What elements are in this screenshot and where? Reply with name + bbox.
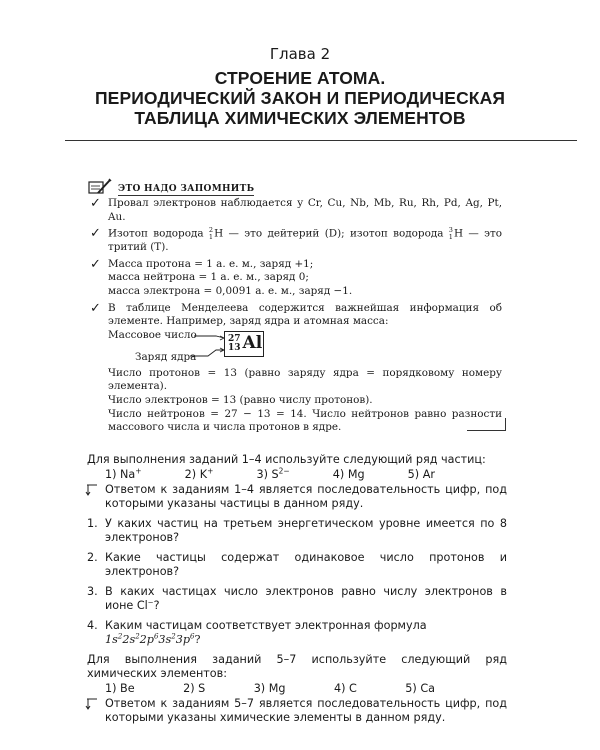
mass-number-label: Массовое число xyxy=(108,328,197,341)
title-divider xyxy=(65,140,577,141)
memo-line: Число электронов = 13 (равно числу протонов). xyxy=(108,394,373,407)
option: 1) Be xyxy=(105,682,135,695)
memo-explanations xyxy=(108,367,502,435)
memo-block xyxy=(90,197,502,435)
memo-line: масса электрона = 0,0091 а. е. м., заряд −1. xyxy=(108,285,353,298)
electron-formula: $1s^22s^22p^63s^23p^6$? xyxy=(105,632,201,646)
element-diagram xyxy=(90,329,502,367)
nuclear-charge-label: Заряд ядра xyxy=(135,350,197,363)
memo-line: масса нейтрона = 1 а. е. м., заряд 0; xyxy=(108,271,309,284)
option: 4) C xyxy=(333,682,357,695)
block1-options xyxy=(87,468,435,482)
chapter-title xyxy=(60,68,540,128)
memo-line: Число нейтронов = 27 − 13 = 14. Число нейтронов равно разности массового числа и числа протонов в ядре. xyxy=(108,407,502,434)
memo-item xyxy=(90,227,502,255)
question-item: 3. В каких частицах число электронов равно числу электронов в ионе Cl−? xyxy=(87,585,507,612)
memo-heading-label: ЭТО НАДО ЗАПОМНИТЬ xyxy=(118,184,255,194)
chapter-label: Глава 2 xyxy=(269,45,331,63)
memo-item xyxy=(90,302,502,329)
option: 1) Na+ xyxy=(105,466,142,481)
element-numbers: 27 13 xyxy=(228,333,241,353)
option: 3) $S^{2-}$ xyxy=(256,466,290,481)
checkmark-icon: ✓ xyxy=(90,300,101,316)
option: 3) Mg xyxy=(253,682,286,695)
memo-item xyxy=(90,258,502,299)
title-line: СТРОЕНИЕ АТОМА. xyxy=(214,68,386,88)
title-line: ТАБЛИЦА ХИМИЧЕСКИХ ЭЛЕМЕНТОВ xyxy=(134,108,466,128)
option: 2) K+ xyxy=(184,466,214,481)
checkmark-icon: ✓ xyxy=(90,226,101,242)
pencil-icon xyxy=(88,178,112,196)
block2-note: Ответом к заданиям 5–7 является последовательность цифр, под которыми указаны химические элементы в данном ряду. xyxy=(87,697,507,725)
memo-heading xyxy=(88,178,254,196)
block1-intro: Для выполнения заданий 1–4 используйте следующий ряд частиц: xyxy=(87,453,486,466)
memo-item-lead: Изотоп водорода xyxy=(108,227,204,240)
checkmark-icon: ✓ xyxy=(90,196,101,211)
block1-note: Ответом к заданиям 1–4 является последовательность цифр, под которыми указаны частицы в данном ряду. xyxy=(87,483,507,511)
element-cell xyxy=(224,331,264,357)
memo-line: Число протонов = 13 (равно заряду ядра = порядковому номеру элемента). xyxy=(108,366,502,393)
option: 2) S xyxy=(183,682,206,695)
memo-item-text: В таблице Менделеева содержится важнейшая информация об элементе. Например, заряд ядра и атомная масса: xyxy=(108,301,502,328)
arrow-down-icon xyxy=(85,481,101,497)
option: 4) Mg xyxy=(332,468,365,481)
isotope-notation: 2 1 xyxy=(208,226,214,241)
memo-item-text: Н — это тритий (Т). xyxy=(108,227,502,254)
memo-item-text: Н — это дейтерий (D); изотоп водорода xyxy=(214,227,444,240)
tasks-section xyxy=(87,453,507,725)
question-item: 4. Каким частицам соответствует электронная формула $1s^22s^22p^63s^23p^6$? xyxy=(87,619,427,646)
option: 5) Ca xyxy=(405,682,435,695)
block2-intro: Для выполнения заданий 5–7 используйте следующий ряд химических элементов: xyxy=(87,653,507,680)
block2-options xyxy=(87,682,435,696)
option: 5) Ar xyxy=(407,468,435,481)
question-item: 2. Какие частицы содержат одинаковое число протонов и электронов? xyxy=(87,551,507,578)
question-item: 1. У каких частиц на третьем энергетическом уровне имеется по 8 электронов? xyxy=(87,517,507,544)
checkmark-icon: ✓ xyxy=(90,256,101,272)
memo-line: Масса протона = 1 а. е. м., заряд +1; xyxy=(108,257,314,270)
isotope-notation: 3 1 xyxy=(448,226,453,241)
memo-end-mark xyxy=(467,418,506,431)
element-symbol: Al xyxy=(242,333,263,354)
memo-item xyxy=(90,197,502,224)
arrow-down-icon xyxy=(85,695,101,711)
title-line: ПЕРИОДИЧЕСКИЙ ЗАКОН И ПЕРИОДИЧЕСКАЯ xyxy=(95,88,505,108)
memo-item-text: Провал электронов наблюдается у Cr, Cu, Nb, Mb, Ru, Rh, Pd, Ag, Pt, Au. xyxy=(108,197,502,223)
